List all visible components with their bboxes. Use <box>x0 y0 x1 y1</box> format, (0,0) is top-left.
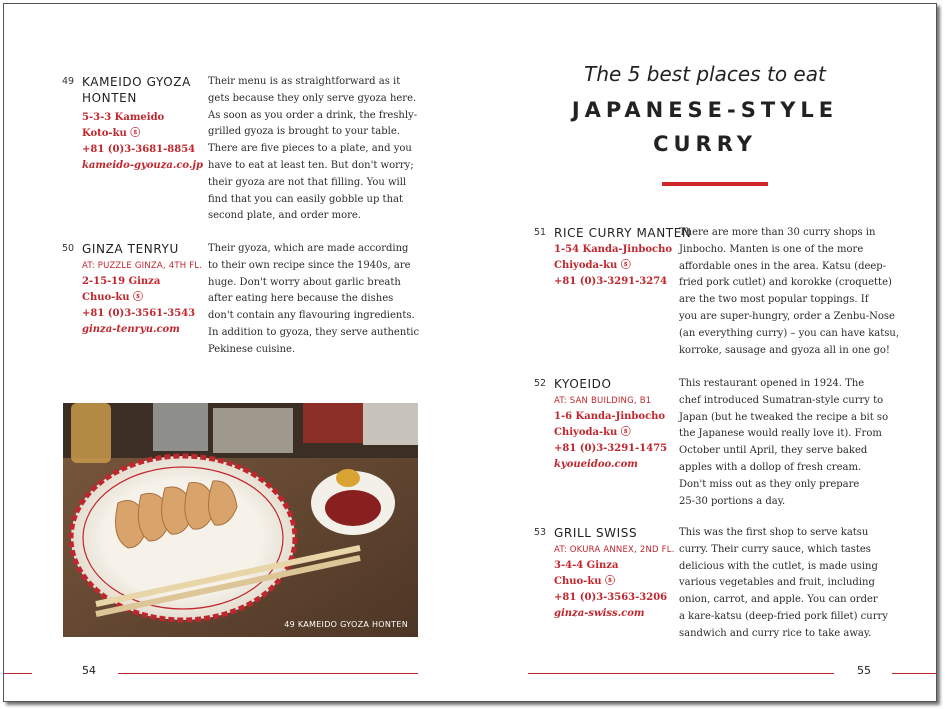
phone-number: +81 (0)3-3291-1475 <box>554 443 668 454</box>
listing-details <box>554 542 684 622</box>
footer-rule <box>528 673 834 674</box>
description-line: the Japanese would really love it). From <box>679 428 882 440</box>
listing-name: KYOEIDO <box>554 377 612 391</box>
address-line: 1-6 Kanda-Jinbocho <box>554 411 666 422</box>
page-number: 54 <box>82 664 96 677</box>
address-line: 2-15-19 Ginza <box>82 276 161 287</box>
listing-name: GINZA TENRYU <box>82 242 179 256</box>
description-line: their gyoza are not that filling. You will <box>208 176 407 188</box>
description-line: gets because they only serve gyoza here. <box>208 92 417 104</box>
website-link[interactable]: kyoueidoo.com <box>554 459 638 470</box>
building-info: AT: OKURA ANNEX, 2ND FL. <box>554 545 675 555</box>
description-line: affordable ones in the area. Katsu (deep- <box>679 260 887 272</box>
gyoza-plate-illustration <box>63 403 418 637</box>
footer-rule-left <box>4 673 32 674</box>
description-line: various vegetables and fruit, including <box>679 577 875 589</box>
photo-caption: 49 KAMEIDO GYOZA HONTEN <box>284 620 408 629</box>
building-info: AT: PUZZLE GINZA, 4TH FL. <box>82 261 203 271</box>
phone-number: +81 (0)3-3561-3543 <box>82 308 196 319</box>
description-line: There are more than 30 curry shops in <box>679 227 876 238</box>
description-line: 25-30 portions a day. <box>679 495 786 507</box>
address-line: Chuo-ku ⓢ <box>554 576 616 587</box>
description-line: October until April, they serve baked <box>679 445 868 457</box>
description-line: a kare-katsu (deep-fried pork fillet) curry <box>679 610 888 622</box>
address-line: 5-3-3 Kameido <box>82 112 165 123</box>
description-line: have to eat at least ten. But don't worry; <box>208 159 414 171</box>
page-number: 55 <box>857 664 871 677</box>
description-line: In addition to gyoza, they serve authentic <box>208 326 420 338</box>
description-line: grilled gyoza is brought to your table. <box>208 126 400 138</box>
listing-number: 52 <box>534 378 547 389</box>
gyoza-photo <box>63 403 418 637</box>
description-line: There are five pieces to a plate, and you <box>208 143 412 155</box>
description-line: don't contain any flavouring ingredients. <box>208 310 415 322</box>
description-line: chef introduced Sumatran-style curry to <box>679 394 884 406</box>
address-line: Chuo-ku ⓢ <box>82 292 144 303</box>
description-line: second plate, and order more. <box>208 210 361 222</box>
footer-rule <box>118 673 418 674</box>
description-line: Jinbocho. Manten is one of the more <box>679 243 864 255</box>
description-line: As soon as you order a drink, the freshly- <box>208 109 418 121</box>
listing-description <box>679 225 899 359</box>
footer-rule-right <box>892 673 936 674</box>
listing-details <box>554 393 684 473</box>
description-line: huge. Don't worry about garlic breath <box>208 276 401 288</box>
listing-number: 51 <box>534 227 547 238</box>
listing-description <box>679 376 899 510</box>
description-line: Japan (but he tweaked the recipe a bit so <box>679 411 889 423</box>
address-line: Chiyoda-ku ⓢ <box>554 260 631 271</box>
description-line: onion, carrot, and apple. You can order <box>679 594 878 606</box>
address-line: Chiyoda-ku ⓢ <box>554 427 631 438</box>
listing-number: 53 <box>534 527 547 538</box>
book-spread <box>3 3 937 702</box>
listing-details <box>554 242 684 290</box>
address-line: 1-54 Kanda-Jinbocho <box>554 244 673 255</box>
phone-number: +81 (0)3-3563-3206 <box>554 592 668 603</box>
description-line: sandwich and curry rice to take away. <box>679 627 872 639</box>
listing-name: KAMEIDO GYOZA HONTEN <box>82 75 191 105</box>
section-title-line2: CURRY <box>653 132 757 156</box>
listing-number: 50 <box>62 243 75 254</box>
description-line: to their own recipe since the 1940s, are <box>208 259 411 271</box>
listing-name: RICE CURRY MANTEN <box>554 226 692 240</box>
listing-number: 49 <box>62 76 75 87</box>
description-line: fried pork cutlet) and korokke (croquette) <box>679 277 892 289</box>
title-underline <box>662 182 768 186</box>
description-line: find that you can easily gobble up that <box>208 193 403 205</box>
website-link[interactable]: ginza-swiss.com <box>554 608 645 619</box>
description-line: Pekinese cuisine. <box>208 343 296 355</box>
website-link[interactable]: kameido-gyouza.co.jp <box>82 160 204 171</box>
listing-description <box>679 525 899 643</box>
listing-description <box>208 74 423 225</box>
section-title-line1: JAPANESE-STYLE <box>571 98 839 122</box>
description-line: apples with a dollop of fresh cream. <box>679 461 862 473</box>
listing-details <box>82 258 212 338</box>
description-line: (an everything curry) – you can have katsu, <box>679 327 899 339</box>
description-line: Don't miss out as they only prepare <box>679 478 860 490</box>
left-page <box>4 4 474 701</box>
description-line: curry. Their curry sauce, which tastes <box>679 543 871 555</box>
description-line: Their menu is as straightforward as it <box>208 76 401 87</box>
description-line: delicious with the cutlet, is made using <box>679 560 878 572</box>
listing-name: GRILL SWISS <box>554 526 638 540</box>
phone-number: +81 (0)3-3681-8854 <box>82 144 196 155</box>
description-line: This restaurant opened in 1924. The <box>679 378 865 389</box>
right-page <box>474 4 936 701</box>
description-line: This was the first shop to serve katsu <box>679 527 869 538</box>
website-link[interactable]: ginza-tenryu.com <box>82 324 180 335</box>
listing-description <box>208 241 423 359</box>
description-line: korroke, sausage and gyoza all in one go! <box>679 344 890 356</box>
description-line: are the two most popular toppings. If <box>679 294 869 306</box>
description-line: Their gyoza, which are made according <box>208 243 409 254</box>
phone-number: +81 (0)3-3291-3274 <box>554 276 668 287</box>
address-line: Koto-ku ⓢ <box>82 128 141 139</box>
listing-details <box>82 110 212 174</box>
description-line: you are super-hungry, order a Zenbu-Nose <box>679 310 895 322</box>
address-line: 3-4-4 Ginza <box>554 560 619 571</box>
description-line: after eating here because the dishes <box>208 293 394 305</box>
section-kicker: The 5 best places to eat <box>584 62 826 86</box>
building-info: AT: SAN BUILDING, B1 <box>554 396 652 406</box>
